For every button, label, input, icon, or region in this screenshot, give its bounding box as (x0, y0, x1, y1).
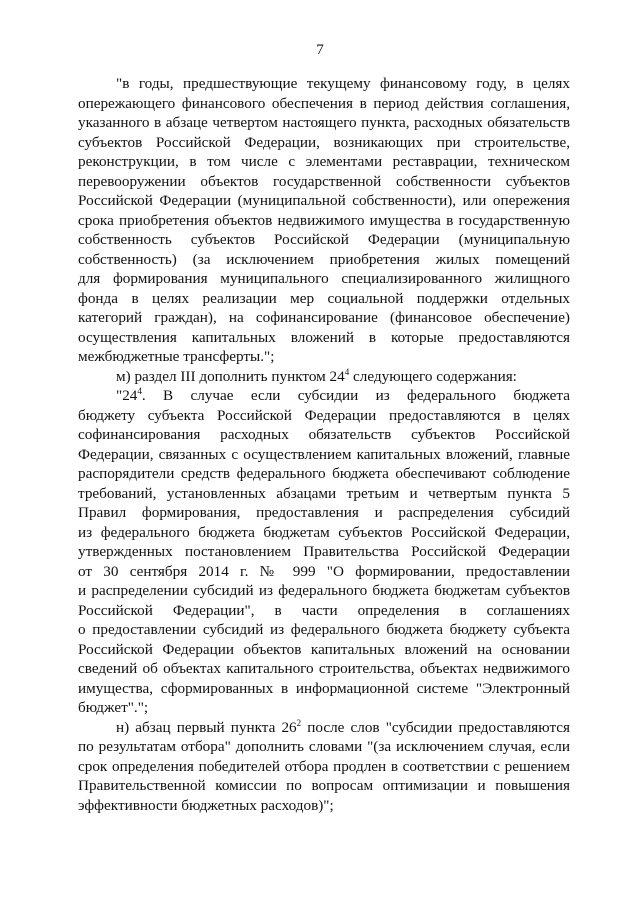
item-m-paragraph (78, 367, 570, 387)
superscript: 4 (344, 366, 350, 377)
text-line: Правительственной комиссии по вопросам оптимизации и повышения (78, 777, 570, 794)
page-number: 7 (316, 42, 324, 58)
quoted-paragraph (78, 74, 570, 367)
text-line: Российской Федерации (муниципальной собственности), или опережения (78, 192, 570, 209)
text-line: Федерации, связанных с осуществлением капитальных вложений, главные (78, 445, 570, 463)
text-line: реконструкции, в том числе с элементами реставрации, техническом (78, 153, 570, 170)
text-line: требований, установленных абзацами третьим и четвертым пункта 5 (78, 484, 570, 502)
document-body (78, 74, 570, 815)
item-n-paragraph (78, 718, 570, 816)
text-line: бюджету субъекта Российской Федерации предоставляются в целях (78, 406, 570, 424)
text-line: "$24^4$. В случае если субсидии из федерального бюджета (116, 386, 570, 404)
text-line: осуществления капитальных вложений в которые предоставляются (78, 328, 570, 346)
text-line: распорядители средств федерального бюджета обеспечивают соблюдение (78, 465, 570, 482)
text-line: имущества, сформированных в информационной системе "Электронный (78, 679, 570, 697)
text-line: м) раздел III дополнить пунктом $24^4$ следующего содержания: (116, 366, 517, 385)
text-line: о предоставлении субсидий из федерального бюджета бюджету субъекта (78, 621, 570, 638)
text-line: собственность) (за исключением приобретения жилых помещений (78, 250, 570, 268)
text-line: софинансирования расходных обязательств субъектов Российской (78, 426, 570, 443)
text-line: Российской Федерации объектов капитальных вложений на основании (78, 640, 570, 658)
text-line: Правил формирования, предоставления и распределения субсидий (78, 504, 570, 521)
text-line: от 30 сентября 2014 г. № 999 "О формировании, предоставлении (78, 562, 570, 580)
text-line: н) абзац первый пункта $26^2$ после слов "субсидии предоставляются (116, 717, 570, 736)
text-line: срока приобретения объектов недвижимого имущества в государственную (78, 211, 570, 229)
text-line: фонда в целях реализации мер социальной поддержки отдельных (78, 289, 570, 307)
point-24-4-paragraph (78, 386, 570, 718)
text-line: опережающего финансового обеспечения в период действия соглашения, (78, 94, 570, 112)
text-line: "в годы, предшествующие текущему финансовому году, в целях (116, 75, 570, 92)
text-line: из федерального бюджета бюджетам субъектов Российской Федерации, (78, 523, 570, 541)
text-line: собственность субъектов Российской Федерации (муниципальную (78, 231, 570, 248)
text-line: указанного в абзаце четвертом настоящего пункта, расходных обязательств (78, 114, 570, 131)
text-line: для формирования муниципального специализированного жилищного (78, 270, 570, 287)
text-line: и распределении субсидий из федерального бюджета бюджетам субъектов (78, 582, 570, 599)
text-line: утвержденных постановлением Правительства Российской Федерации (78, 543, 570, 560)
text-line: категорий граждан), на софинансирование (финансовое обеспечение) (78, 309, 570, 326)
text-line: перевооружении объектов государственной собственности субъектов (78, 172, 570, 190)
text-line: Российской Федерации", в части определения в соглашениях (78, 601, 570, 619)
superscript: 4 (137, 386, 142, 396)
text-line: по результатам отбора" дополнить словами "(за исключением случая, если (78, 738, 570, 755)
text-line: межбюджетные трансферты."; (78, 348, 275, 365)
superscript: 2 (296, 717, 302, 728)
text-line: сведений об объектах капитального строительства, объектах недвижимого (78, 660, 570, 677)
text-line: эффективности бюджетных расходов)"; (78, 796, 334, 814)
text-line: субъектов Российской Федерации, возникающих при строительстве, (78, 133, 570, 151)
text-line: бюджет"."; (78, 699, 149, 716)
text-line: срок определения победителей отбора продлен в соответствии с решением (78, 757, 570, 775)
